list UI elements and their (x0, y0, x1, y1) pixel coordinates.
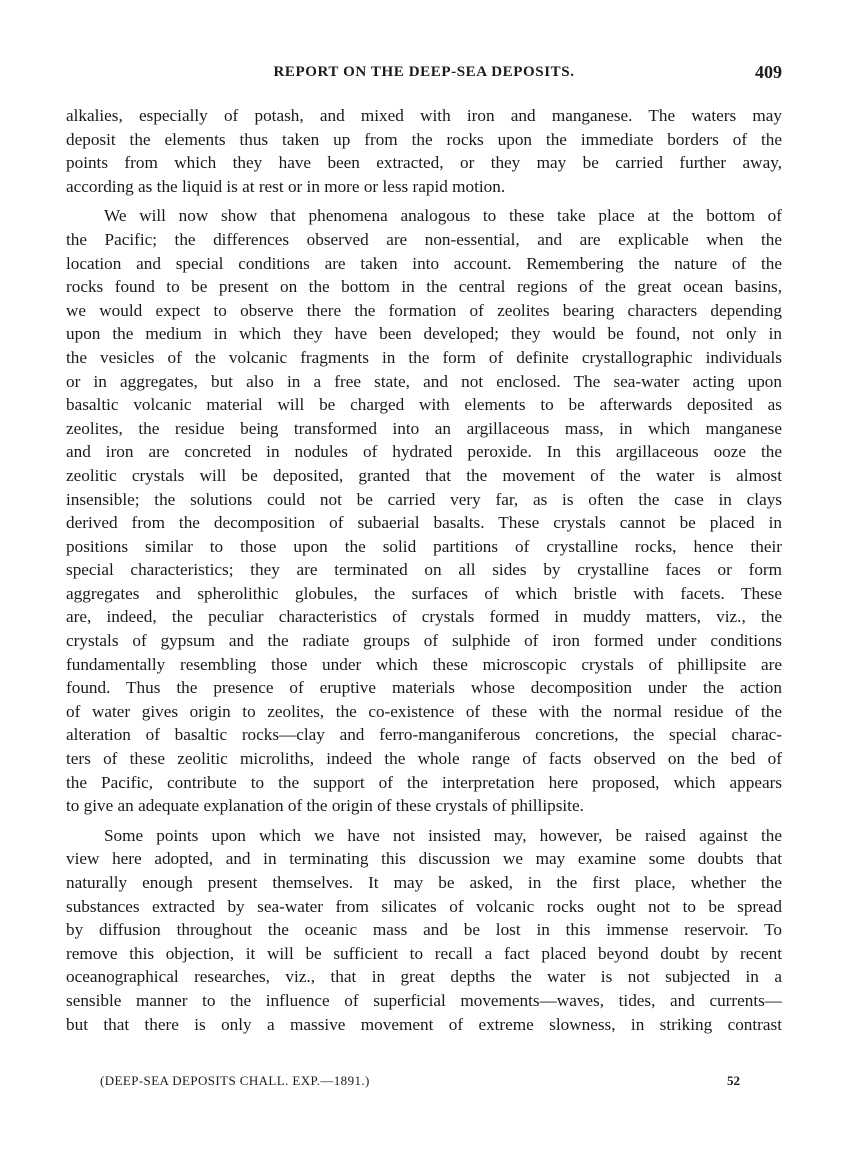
text-line: substances extracted by sea-water from silicates of volcanic rocks ought not to be spread (66, 896, 782, 916)
text-line: special characteristics; they are terminated on all sides by crystalline faces or form (66, 560, 782, 580)
text-line: positions similar to those upon the solid partitions of crystalline rocks, hence their (66, 536, 782, 556)
text-line: the vesicles of the volcanic fragments in the form of definite crystallographic individuals (66, 347, 782, 367)
text-line: oceanographical researches, viz., that in great depths the water is not subjected in a (66, 967, 782, 987)
text-line: sensible manner to the influence of superficial movements—waves, tides, and currents— (66, 990, 782, 1010)
text-line: upon the medium in which they have been developed; they would be found, not only in (66, 324, 782, 344)
text-line: we would expect to observe there the formation of zeolites bearing characters depending (66, 300, 782, 320)
text-line: zeolitic crystals will be deposited, granted that the movement of the water is almost (66, 465, 782, 485)
text-line: naturally enough present themselves. It may be asked, in the first place, whether the (66, 873, 782, 892)
text-line: to give an adequate explanation of the origin of these crystals of phillipsite. (66, 796, 584, 816)
text-line: are, indeed, the peculiar characteristics of crystals formed in muddy matters, viz., the (66, 607, 782, 627)
text-line: or in aggregates, but also in a free state, and not enclosed. The sea-water acting upon (66, 371, 782, 391)
text-line: derived from the decomposition of subaerial basalts. These crystals cannot be placed in (66, 513, 782, 533)
text-line: but that there is only a massive movement of extreme slowness, in striking contrast (66, 1014, 782, 1034)
text-line: aggregates and spherolithic globules, the surfaces of which bristle with facets. These (66, 583, 782, 603)
text-line: insensible; the solutions could not be carried very far, as is often the case in clays (66, 489, 782, 509)
text-line: points from which they have been extracted, or they may be carried further away, (66, 153, 782, 173)
text-line: according as the liquid is at rest or in more or less rapid motion. (66, 176, 506, 196)
running-title: REPORT ON THE DEEP-SEA DEPOSITS. (273, 64, 575, 80)
paragraph-1 (66, 104, 782, 198)
text-line: Some points upon which we have not insisted may, however, be raised against the (104, 825, 782, 845)
signature-mark: (DEEP-SEA DEPOSITS CHALL. EXP.—1891.) (100, 1073, 370, 1088)
paragraph-2 (66, 204, 782, 817)
text-line: crystals of gypsum and the radiate groups of sulphide of iron formed under conditions (66, 631, 782, 651)
text-line: the Pacific, contribute to the support of the interpretation here proposed, which appears (66, 772, 782, 792)
text-line: alteration of basaltic rocks—clay and ferro-manganiferous concretions, the special charac- (66, 725, 782, 745)
text-line: by diffusion throughout the oceanic mass and be lost in this immense reservoir. To (66, 920, 782, 940)
text-line: remove this objection, it will be sufficient to recall a fact placed beyond doubt by recent (66, 943, 782, 963)
text-line: rocks found to be present on the bottom in the central regions of the great ocean basins, (66, 277, 782, 297)
text-line: We will now show that phenomena analogous to these take place at the bottom of (104, 206, 782, 226)
running-head (66, 64, 782, 86)
text-line: of water gives origin to zeolites, the co-existence of these with the normal residue of the (66, 701, 782, 721)
page-footer (100, 1073, 740, 1093)
text-line: ters of these zeolitic microliths, indeed the whole range of facts observed on the bed of (66, 749, 782, 769)
text-line: alkalies, especially of potash, and mixed with iron and manganese. The waters may (66, 106, 782, 125)
text-line: view here adopted, and in terminating this discussion we may examine some doubts that (66, 849, 782, 869)
text-line: location and special conditions are taken into account. Remembering the nature of the (66, 253, 782, 273)
text-line: found. Thus the presence of eruptive materials whose decomposition under the action (66, 678, 782, 698)
text-line: deposit the elements thus taken up from the rocks upon the immediate borders of the (66, 129, 782, 149)
text-line: and iron are concreted in nodules of hydrated peroxide. In this argillaceous ooze the (66, 442, 782, 462)
text-line: fundamentally resembling those under which these microscopic crystals of phillipsite are (66, 654, 782, 674)
sheet-number: 52 (727, 1073, 740, 1088)
text-line: zeolites, the residue being transformed into an argillaceous mass, in which manganese (66, 418, 782, 438)
page-number: 409 (755, 62, 782, 82)
body-text (66, 104, 782, 1036)
text-line: basaltic volcanic material will be charged with elements to be afterwards deposited as (66, 395, 782, 415)
text-line: the Pacific; the differences observed are non-essential, and are explicable when the (66, 229, 782, 249)
paragraph-3 (66, 824, 782, 1036)
